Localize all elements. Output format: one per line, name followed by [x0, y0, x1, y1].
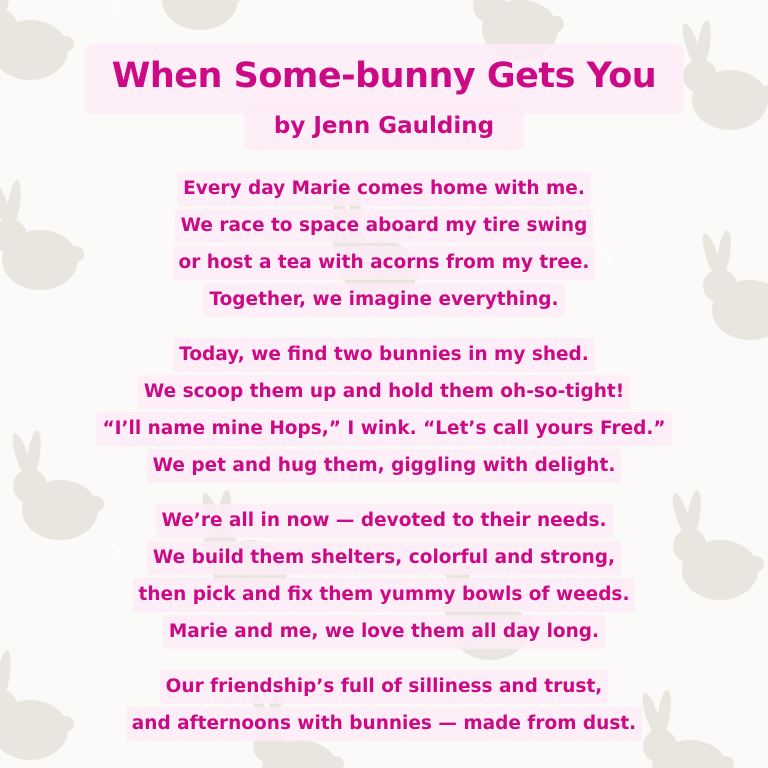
- poem-line: We race to space aboard my tire swing: [175, 209, 594, 243]
- stanza-2: [0, 336, 768, 484]
- stanza-4: [0, 668, 768, 742]
- poem-byline: by Jenn Gaulding: [273, 113, 495, 139]
- poem-line: Together, we imagine everything.: [203, 283, 564, 317]
- stanza-3: [0, 502, 768, 650]
- poem-line: We build them shelters, colorful and strong,: [147, 541, 621, 575]
- poem-title: When Some-bunny Gets You: [111, 56, 657, 96]
- poem-line: Today, we find two bunnies in my shed.: [173, 338, 595, 372]
- stanza-1: [0, 170, 768, 318]
- poem-line: We pet and hug them, giggling with delight.: [147, 449, 622, 483]
- poem-line: or host a tea with acorns from my tree.: [173, 246, 596, 280]
- poem-line: Every day Marie comes home with me.: [177, 172, 591, 206]
- poem-line: We scoop them up and hold them oh-so-tight!: [138, 375, 630, 409]
- poem-line: Our friendship’s full of silliness and trust,: [160, 670, 609, 704]
- poem-line: then pick and fix them yummy bowls of weeds.: [133, 578, 636, 612]
- poem-line: We’re all in now — devoted to their needs.: [156, 504, 613, 538]
- poem-line: and afternoons with bunnies — made from dust.: [126, 707, 642, 741]
- poem-line: Marie and me, we love them all day long.: [163, 615, 605, 649]
- poem-line: “I’ll name mine Hops,” I wink. “Let’s call yours Fred.”: [96, 412, 671, 446]
